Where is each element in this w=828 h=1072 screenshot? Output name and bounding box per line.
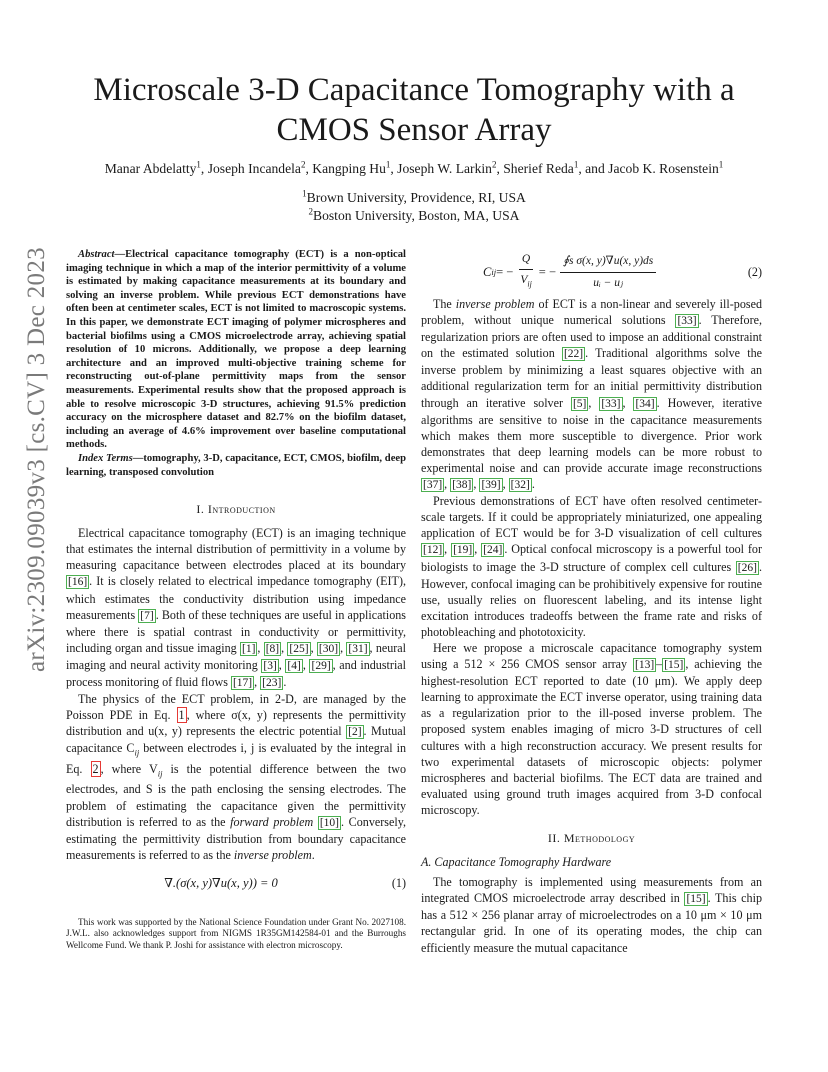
author-name: , Joseph W. Larkin [390, 161, 492, 176]
equation-1 [66, 869, 406, 899]
paragraph-previous-demonstrations: Previous demonstrations of ECT have often resolved centimeter-scale targets. If it could be appropriately miniaturized, one appealing application of ECT would be for 3-D visualization of cell cultures [12] , [19] , [24] . Optical confocal microscopy is a powerful tool for biologists to image the 3-D structure of complex cell cultures [26] . However, confocal imaging can be prohibitively expensive for routine use, usually relies on fluorescent labeling, and its intense light excitation introduces tradeoffs between the frame rate and risks of photobleaching and phototoxicity. [421, 494, 763, 639]
citation-link[interactable]: [5] [572, 397, 587, 410]
section-title: Methodology [563, 831, 636, 845]
section-title: Introduction [207, 502, 276, 517]
paragraph-hardware: The tomography is implemented using measurements from an integrated CMOS microelectrode array described in [15] . This chip has a 512 × 256 planar array of microelectrodes on a 10 μm × 10 μm rectangular grid. In one of its operating modes, the chip can efficiently measure the mutual capacitance [421, 875, 762, 955]
citation-link[interactable]: [39] [481, 479, 501, 492]
left-column [66, 248, 406, 951]
abstract-label: Abstract [78, 249, 115, 260]
abstract-text: —Electrical capacitance tomography (ECT) is a non-optical imaging technique in which a map of the interior permittivity of a volume is estimated by making capacitance measurements at its boundary and solving an inverse problem. While previous ECT demonstrations have often been at centimeter scales, ECT is not limited to macroscopic systems. In this paper, we demonstrate ECT imaging of polymer microspheres and bacterial biofilms using a CMOS microelectrode array, achieving spatial resolution of 10 microns. Additionally, we propose a deep learning architecture and an improved multi-objective training scheme for reconstructing out-of-plane permittivity maps from the sensor measurements. Experimental results show that the proposed approach is able to resolve microscopic 3-D structures, achieving 91.5% prediction accuracy on the microsphere dataset and 82.7% on the biofilm dataset, including an average of 4.6% improvement over baseline computational methods. [66, 249, 406, 451]
affiliation-marker: 1 [196, 159, 201, 170]
citation-link[interactable]: [13] [634, 659, 655, 672]
citation-link[interactable]: [33] [601, 397, 621, 410]
intro-paragraph-2: The physics of the ECT problem, in 2-D, are managed by the Poisson PDE in Eq. 1 , where σ(x, y) represents the permittivity distribution and u(x, y) represents the electric potential [2] . Mutual capacitance $C_{ij}$ between electrodes i, j is evaluated by the integral in Eq. 2 , where $V_{ij}$ is the potential difference between the two electrodes, and S is the path enclosing the sensing electrodes. The problem of estimating the capacitance given the permittivity distribution is referred to as the forward problem [10] . Conversely, estimating the permittivity distribution from boundary capacitance measurements is referred to as the inverse problem. [66, 692, 406, 862]
citation-link[interactable]: [25] [289, 642, 309, 655]
citation-link[interactable]: [31] [348, 642, 368, 655]
index-terms-label: Index Terms [78, 452, 133, 464]
citation-link[interactable]: [34] [635, 397, 655, 410]
equation-number: (1) [391, 875, 406, 890]
funding-footnote: This work was supported by the National Science Foundation under Grant No. 2027108. J.W.L. also acknowledges support from NIGMS 1R35GM142584-01 and the Burroughs Wellcome Fund. We thank P. Joshi for assistance with electron microscopy. [66, 916, 406, 950]
affiliation-1 [114, 189, 714, 207]
citation-link[interactable]: [24] [483, 544, 503, 557]
title-line-2: CMOS Sensor Array [276, 112, 552, 148]
citation-link[interactable]: [32] [510, 479, 530, 492]
citation-link[interactable]: [15] [686, 893, 706, 906]
index-terms-text: —tomography, 3-D, capacitance, ECT, CMOS, biofilm, deep learning, transposed convolution [66, 452, 406, 478]
citation-link[interactable]: [4] [287, 659, 301, 672]
author-name: , Kangping Hu [305, 161, 386, 176]
affiliation-marker: 1 [302, 188, 307, 199]
citation-link[interactable]: [7] [140, 609, 154, 622]
equation-2 [421, 250, 762, 294]
abstract [66, 248, 406, 479]
paper-title [60, 70, 768, 150]
section-number: II. [547, 831, 564, 845]
equation-number: (2) [747, 265, 762, 279]
author-name: , Joseph Incandela [200, 161, 301, 176]
affiliation-marker: 2 [491, 159, 497, 170]
citation-link[interactable]: [8] [265, 642, 280, 655]
citation-link[interactable]: [17] [232, 677, 253, 690]
author-name: , Sherief Reda [496, 161, 574, 176]
author-name: , and Jacob K. Rosenstein [578, 161, 719, 176]
right-column [421, 250, 762, 956]
affiliation-marker: 1 [573, 159, 579, 170]
affiliation-2 [114, 207, 714, 225]
affiliation-marker: 1 [385, 159, 391, 170]
section-heading-introduction [66, 501, 406, 517]
citation-link[interactable]: [22] [563, 348, 584, 361]
citation-link[interactable]: [37] [423, 479, 443, 492]
equation-reference-link[interactable]: 2 [92, 761, 99, 776]
arxiv-identifier: arXiv:2309.09039v3 [cs.CV] 3 Dec 2023 [23, 247, 50, 672]
title-line-1: Microscale 3-D Capacitance Tomography with a [93, 72, 735, 108]
citation-link[interactable]: [19] [453, 544, 473, 557]
citation-link[interactable]: [3] [263, 659, 277, 672]
affiliation-marker: 2 [308, 206, 314, 217]
section-number: I. [196, 502, 208, 517]
citation-link[interactable]: [10] [319, 816, 340, 829]
citation-link[interactable]: [26] [737, 561, 757, 574]
author-name: Manar Abdelatty [104, 161, 197, 176]
citation-link[interactable]: [33] [677, 315, 697, 328]
paragraph-proposal: Here we propose a microscale capacitance tomography system using a 512 × 256 CMOS sensor array [13] – [15] , achieving the highest-resolution ECT reported to date (10 μm). We apply deep learning to approximate the ECT inverse operator, using training data as a regularization prior to the ill-posed inverse problem. The proposed system enables imaging of micro 3-D structures of cell cultures with a high reconstruction accuracy. We present results for two experimental datasets of microscopic objects: polymer microspheres and bacterial biofilms. The ECT data are trained and evaluated using ground truth images acquired from 3-D confocal microscopy. [421, 640, 763, 817]
affiliation-marker: 1 [718, 159, 724, 170]
affiliation-marker: 2 [300, 159, 306, 170]
citation-link[interactable]: [23] [262, 677, 282, 690]
citation-link[interactable]: [30] [318, 642, 339, 655]
citation-link[interactable]: [15] [664, 659, 684, 672]
intro-paragraph-1: Electrical capacitance tomography (ECT) is an imaging technique that estimates the internal distribution of permittivity in a volume by measuring capacitance between electrodes placed at its boundary [16] . It is closely related to electrical impedance tomography (EIT), which estimates the conductivity distribution using impedance measurements [7] . Both of these techniques are useful in applications where there is spatial contrast in conductivity or permittivity, including organ and tissue imaging [1] , [8] , [25] , [30] , [31] , neural imaging and neural activity monitoring [3] , [4] , [29] , and industrial process monitoring of fluid flows [17] , [23] . [66, 526, 407, 690]
citation-link[interactable]: [12] [423, 544, 443, 557]
subsection-heading: A. Capacitance Tomography Hardware [421, 855, 612, 870]
citation-link[interactable]: [38] [452, 479, 472, 492]
equation-reference-link[interactable]: 1 [178, 708, 185, 723]
section-heading-methodology [421, 830, 762, 846]
paragraph-inverse-problem: The inverse problem of ECT is a non-linear and severely ill-posed problem, without unique numerical solutions [33] . Therefore, regularization priors are often used to impose an additional constraint on the estimated solution [22] . Traditional algorithms solve the inverse problem by minimizing a least squares objective with an additional regularization term for an initial permittivity distribution through an iterative solver [5] , [33] , [34] . However, iterative algorithms are sensitive to noise in the capacitance measurements which makes them more susceptible to divergence. Prior work demonstrates that deep learning models can be more robust to experimental noise and can provide accurate image reconstructions [37] , [38] , [39] , [32] . [421, 297, 763, 492]
affiliation-text: Brown University, Providence, RI, USA [306, 190, 526, 205]
citation-link[interactable]: [2] [348, 726, 362, 739]
citation-link[interactable]: [16] [68, 576, 88, 589]
citation-link[interactable]: [29] [311, 659, 331, 672]
citation-link[interactable]: [1] [241, 642, 256, 655]
equation-expression: ∇.(σ(x, y)∇u(x, y)) = 0 [164, 875, 278, 890]
equation-expression: C ij = − $\frac{Q}{V_{ij}}$ = − $\frac{\text{∮s σ(x, y)∇u(x, y)ds}}{\text{uᵢ − uⱼ}}$ [483, 250, 660, 294]
author-list [50, 160, 778, 178]
affiliation-text: Boston University, Boston, MA, USA [313, 208, 520, 223]
